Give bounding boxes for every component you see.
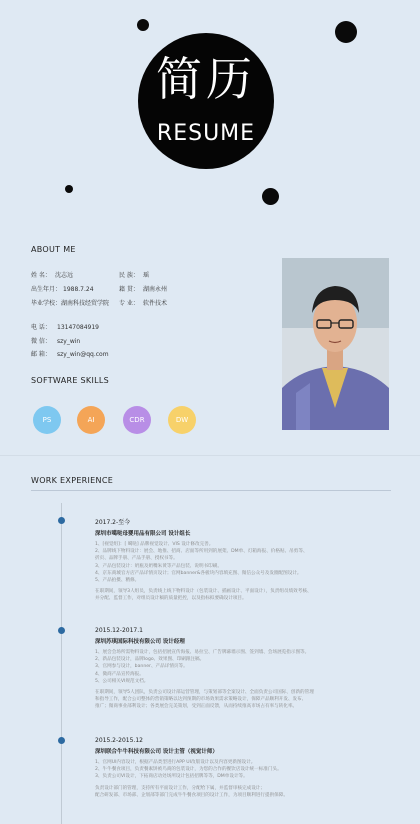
contact-email (31, 349, 109, 358)
contact-label: 电 话： (31, 324, 51, 331)
job-summary-line: 配合研发部、市场部、企划部等部门完成牛牛餐食项目的设计工作，为项目顺利进行提供保障。 (95, 792, 288, 798)
job-company: 深圳市噶哒母婴用品有限公司 设计组长 (95, 531, 191, 537)
job-entry (95, 627, 395, 711)
experience-underline (31, 490, 391, 491)
job-summary-line: 在职期间，领导3人组员，负责线上线下物料设计（包装设计、插画设计、平面设计），负责组员绩效考核、 (95, 589, 312, 595)
portrait-illustration (282, 258, 389, 430)
skill-ai: AI (77, 406, 105, 434)
job-detail-line: 4、微商产品宣传海报。 (95, 671, 144, 677)
info-row (31, 270, 73, 279)
info-row (119, 270, 149, 279)
info-label: 出生年月： (31, 286, 62, 293)
job-company: 深圳联合牛牛科技有限公司 设计主管（视觉计师） (95, 749, 218, 755)
info-label: 姓 名： (31, 272, 51, 279)
info-row (119, 284, 167, 293)
job-detail-line: 3、负责公司VI设计，下拓商店动处场所设计包括招牌等等，DM单设计等。 (95, 774, 248, 780)
job-period: 2017.2-至今 (95, 519, 131, 526)
logo-chinese-text: 简历 (156, 52, 256, 106)
decor-dot (65, 185, 73, 193)
info-value: 软件技术 (143, 300, 168, 307)
info-row (119, 298, 167, 307)
contact-wechat (31, 336, 80, 345)
job-detail-line: 3、产品包装设计：奶瓶及奶嘴朱黄等产品包装、说明书印刷。 (95, 563, 222, 569)
info-row (31, 298, 109, 307)
info-value: 1988.7.24 (63, 286, 94, 293)
experience-title: WORK EXPERIENCE (31, 476, 114, 485)
job-entry (95, 517, 395, 603)
job-detail-line: 2、新品包装设计，品牌logo、效果图、印刷跟注稿。 (95, 657, 205, 663)
info-value: 瑶 (143, 272, 150, 279)
job-summary-line: 在职期间，领导5人团队，负责公司设计部运营管理，与策划部等全案设计、全面负责公司国际、创新的管理 (95, 690, 314, 696)
job-detail-line: 1、[视觉组]：[ 噶哒] 品牌视觉设计、VIS 设计修改完善。 (95, 542, 214, 547)
decor-dot (262, 188, 279, 205)
info-label: 籍 贯： (119, 286, 139, 293)
info-label: 民 族： (119, 272, 139, 279)
contact-value: szy_win (57, 338, 81, 345)
job-detail-line: 4、京东商城官方店产品详情页设计；官网banner&各板块内容填充图、微信公众号及发圈配图设计。 (95, 570, 302, 576)
job-period: 2015.12-2017.1 (95, 627, 143, 634)
info-value: 沈志远 (55, 272, 74, 279)
resume-logo (138, 33, 274, 169)
job-summary-line: 和指导工作，配合公司整体的营销策略以达到预期的市场效果需求策略设计，保障产品顺利开发、发布、 (95, 697, 307, 703)
skill-ps: PS (33, 406, 61, 434)
skill-dw: DW (168, 406, 196, 434)
info-value: 湖南科技经贸学院 (61, 300, 110, 307)
job-detail-line: 2、品牌线下物料设计：展会、地推、招商、店面等所用到的展架、DM单、灯箱海报、价格贴、吊剪等、 (95, 549, 308, 555)
job-detail-line: 5、产品拍摄、精修。 (95, 578, 140, 584)
decor-dot (335, 21, 357, 43)
job-summary-line: 并分配、监督工作，对组员设计稿的质量把控，以及指标拟要确设计项目。 (95, 596, 247, 602)
job-detail-line: 折页、品牌手册、产品手册、授权书等。 (95, 556, 178, 562)
job-detail-line: 5、公司相关VI规范文档。 (95, 678, 149, 684)
contact-value: 13147084919 (57, 324, 99, 331)
info-label: 专 业： (119, 300, 139, 307)
section-divider (0, 455, 420, 456)
info-value: 湖南永州 (143, 286, 168, 293)
skills-title: SOFTWARE SKILLS (31, 376, 109, 385)
contact-phone (31, 322, 99, 331)
timeline-line (61, 503, 62, 824)
logo-english-text: RESUME (156, 121, 256, 146)
timeline-dot (58, 517, 65, 524)
profile-photo (282, 258, 389, 430)
info-label: 毕业学校： (31, 300, 62, 307)
info-row (31, 284, 94, 293)
timeline-dot (58, 627, 65, 634)
job-period: 2015.2-2015.12 (95, 737, 143, 744)
timeline-dot (58, 737, 65, 744)
job-summary-line: 推广；微商事业部利设计；各类展会完美策划，受到正面反馈，从而持续推高市场占有率与转化率。 (95, 704, 298, 710)
job-detail-line: 3、官网参与设计，banner、产品详情页等。 (95, 664, 188, 670)
decor-dot (137, 19, 149, 31)
skill-cdr: CDR (123, 406, 151, 434)
contact-label: 邮 箱： (31, 351, 51, 358)
job-summary-line: 负责设计部门的管理，支持所有平面设计工作，分配给下属，并监督审核完成设计； (95, 785, 265, 791)
job-company: 深圳苏琪国际科技有限公司 设计经理 (95, 639, 185, 645)
job-entry (95, 737, 395, 799)
job-detail-line: 1、官网UI内容设计，根据产品类型进行APP UI改版设计以及内容更新图设计。 (95, 760, 256, 765)
about-title: ABOUT ME (31, 245, 76, 254)
contact-label: 微 信： (31, 338, 51, 345)
job-detail-line: 2、牛牛餐食项目，负责餐素饼被鸟商的包装设计，为您的合作的餐饮店设计统一标准门头。 (95, 767, 282, 773)
contact-value: szy_win@qq.com (57, 351, 109, 358)
job-detail-line: 1、展会会场所需物料设计，包括招展宣传海报、易拉宝、广告牌幕墙示图、签到墙、会场展览指示图等。 (95, 650, 310, 655)
